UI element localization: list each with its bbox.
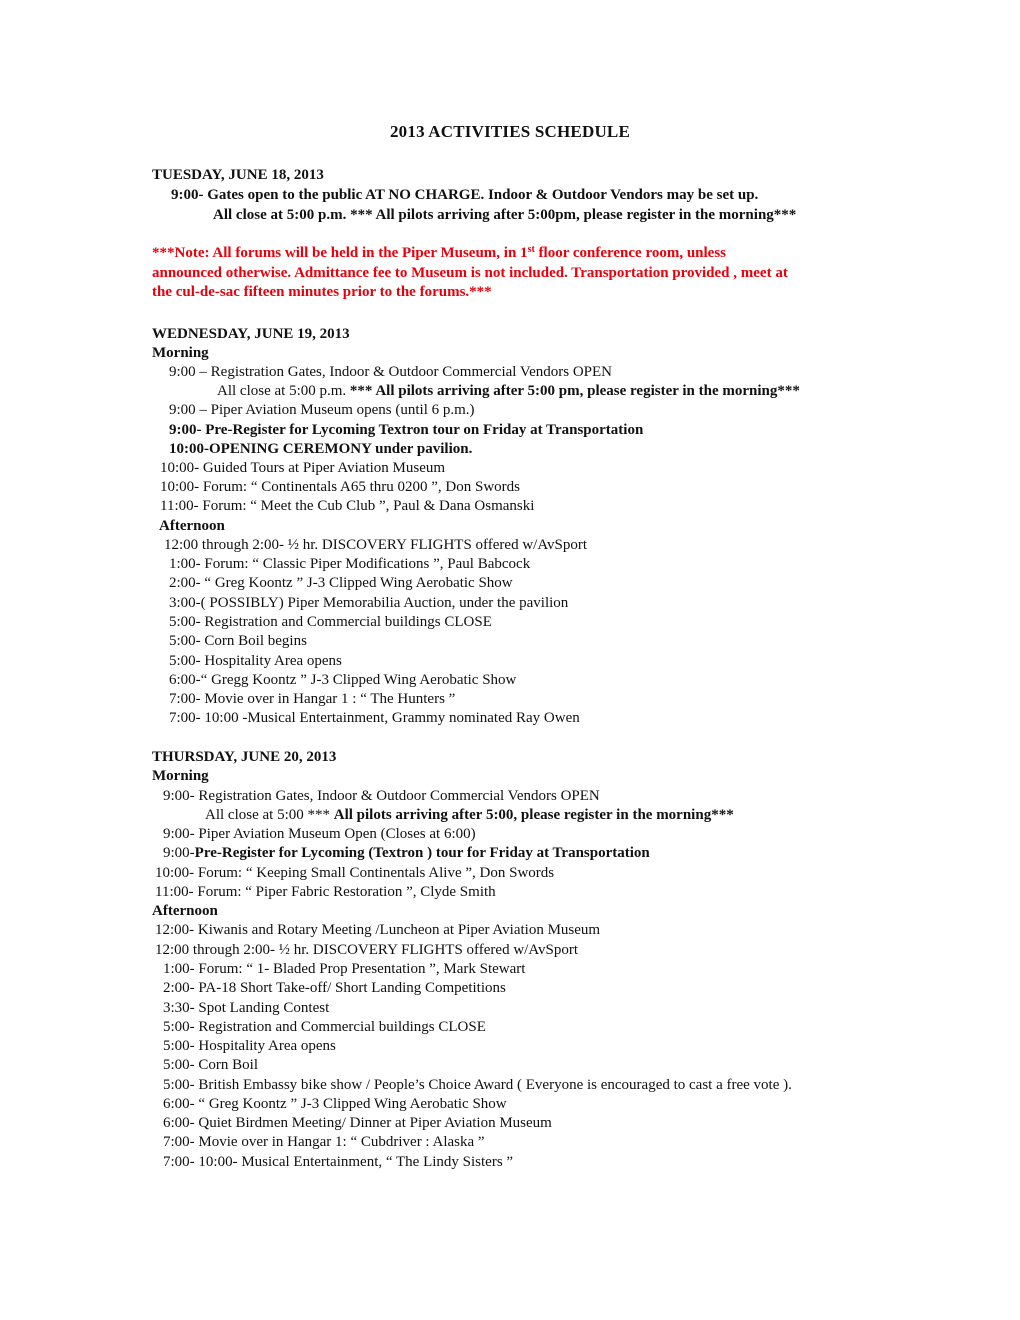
schedule-line: 5:00- Hospitality Area opens xyxy=(163,1038,336,1054)
schedule-line: 7:00- Movie over in Hangar 1: “ Cubdriver : Alaska ” xyxy=(163,1134,485,1150)
note-line-2: announced otherwise. Admittance fee to Museum is not included. Transportation provided , meet at xyxy=(152,265,788,281)
tuesday-heading: TUESDAY, JUNE 18, 2013 xyxy=(152,167,324,183)
schedule-line xyxy=(217,382,800,401)
schedule-line: 7:00- 10:00 -Musical Entertainment, Grammy nominated Ray Owen xyxy=(169,710,580,726)
schedule-line: 9:00 – Registration Gates, Indoor & Outdoor Commercial Vendors OPEN xyxy=(169,364,612,380)
schedule-line: 6:00- Quiet Birdmen Meeting/ Dinner at Piper Aviation Museum xyxy=(163,1115,552,1131)
schedule-line: 12:00 through 2:00- ½ hr. DISCOVERY FLIGHTS offered w/AvSport xyxy=(155,942,579,958)
schedule-line: 6:00-“ Gregg Koontz ” J-3 Clipped Wing Aerobatic Show xyxy=(169,672,517,688)
schedule-line: 2:00- PA-18 Short Take-off/ Short Landing Competitions xyxy=(163,980,506,996)
schedule-text: All close at 5:00 p.m. xyxy=(217,383,350,399)
schedule-text-bold: Pre-Register for Lycoming (Textron ) tour for Friday at Transportation xyxy=(194,845,650,861)
schedule-line: 10:00- Forum: “ Keeping Small Continentals Alive ”, Don Swords xyxy=(155,865,555,881)
schedule-line: 9:00- Registration Gates, Indoor & Outdoor Commercial Vendors OPEN xyxy=(163,788,600,804)
schedule-line: 2:00- “ Greg Koontz ” J-3 Clipped Wing Aerobatic Show xyxy=(169,575,513,591)
schedule-line: 6:00- “ Greg Koontz ” J-3 Clipped Wing Aerobatic Show xyxy=(163,1096,507,1112)
schedule-text-bold: All pilots arriving after 5:00, please register in the morning*** xyxy=(333,807,734,823)
schedule-line: 7:00- 10:00- Musical Entertainment, “ The Lindy Sisters ” xyxy=(163,1154,514,1170)
note-text: ***Note: All forums will be held in the Piper Museum, in 1 xyxy=(152,245,528,261)
schedule-line: 1:00- Forum: “ 1- Bladed Prop Presentation ”, Mark Stewart xyxy=(163,961,526,977)
morning-label: Morning xyxy=(152,345,209,361)
note-text: floor conference room, unless xyxy=(534,245,727,261)
wednesday-heading: WEDNESDAY, JUNE 19, 2013 xyxy=(152,326,350,342)
schedule-line: 7:00- Movie over in Hangar 1 : “ The Hunters ” xyxy=(169,691,456,707)
schedule-line: 9:00- Gates open to the public AT NO CHARGE. Indoor & Outdoor Vendors may be set up. xyxy=(171,187,759,203)
schedule-line: 9:00 – Piper Aviation Museum opens (until 6 p.m.) xyxy=(169,402,475,418)
morning-label: Morning xyxy=(152,768,209,784)
schedule-line: 5:00- Corn Boil xyxy=(163,1057,259,1073)
schedule-line: 10:00- Forum: “ Continentals A65 thru 0200 ”, Don Swords xyxy=(160,479,520,495)
schedule-line: 12:00 through 2:00- ½ hr. DISCOVERY FLIGHTS offered w/AvSport xyxy=(164,537,588,553)
schedule-line: 12:00- Kiwanis and Rotary Meeting /Luncheon at Piper Aviation Museum xyxy=(155,922,601,938)
schedule-line: 1:00- Forum: “ Classic Piper Modifications ”, Paul Babcock xyxy=(169,556,531,572)
schedule-text: 9:00- xyxy=(163,845,195,861)
schedule-line: 5:00- Registration and Commercial buildings CLOSE xyxy=(169,614,492,630)
afternoon-label: Afternoon xyxy=(152,903,218,919)
note-line-1 xyxy=(152,244,726,263)
schedule-line xyxy=(205,806,734,825)
schedule-line: 5:00- Hospitality Area opens xyxy=(169,653,342,669)
schedule-line: 11:00- Forum: “ Meet the Cub Club ”, Paul & Dana Osmanski xyxy=(160,498,535,514)
schedule-line: 5:00- British Embassy bike show / People’s Choice Award ( Everyone is encouraged to cast a free vote ). xyxy=(163,1077,792,1093)
schedule-text-bold: *** All pilots arriving after 5:00 pm, please register in the morning*** xyxy=(349,383,800,399)
schedule-line: 10:00-OPENING CEREMONY under pavilion. xyxy=(169,441,473,457)
schedule-line: 9:00- Piper Aviation Museum Open (Closes at 6:00) xyxy=(163,826,476,842)
afternoon-label: Afternoon xyxy=(159,518,225,534)
thursday-heading: THURSDAY, JUNE 20, 2013 xyxy=(152,749,337,765)
schedule-line: 5:00- Registration and Commercial buildings CLOSE xyxy=(163,1019,486,1035)
schedule-line: 10:00- Guided Tours at Piper Aviation Museum xyxy=(160,460,446,476)
schedule-line: 11:00- Forum: “ Piper Fabric Restoration ”, Clyde Smith xyxy=(155,884,496,900)
schedule-line: 3:30- Spot Landing Contest xyxy=(163,1000,330,1016)
note-superscript: st xyxy=(527,244,535,255)
schedule-line: 9:00- Pre-Register for Lycoming Textron tour on Friday at Transportation xyxy=(169,422,644,438)
schedule-line: 5:00- Corn Boil begins xyxy=(169,633,307,649)
schedule-line: 3:00-( POSSIBLY) Piper Memorabilia Auction, under the pavilion xyxy=(169,595,569,611)
page-title: 2013 ACTIVITIES SCHEDULE xyxy=(389,122,631,141)
schedule-line xyxy=(163,844,650,863)
note-line-3: the cul-de-sac fifteen minutes prior to the forums.*** xyxy=(152,284,492,300)
schedule-text: All close at 5:00 *** xyxy=(205,807,334,823)
schedule-line: All close at 5:00 p.m. *** All pilots arriving after 5:00pm, please register in the morning*** xyxy=(213,207,797,223)
